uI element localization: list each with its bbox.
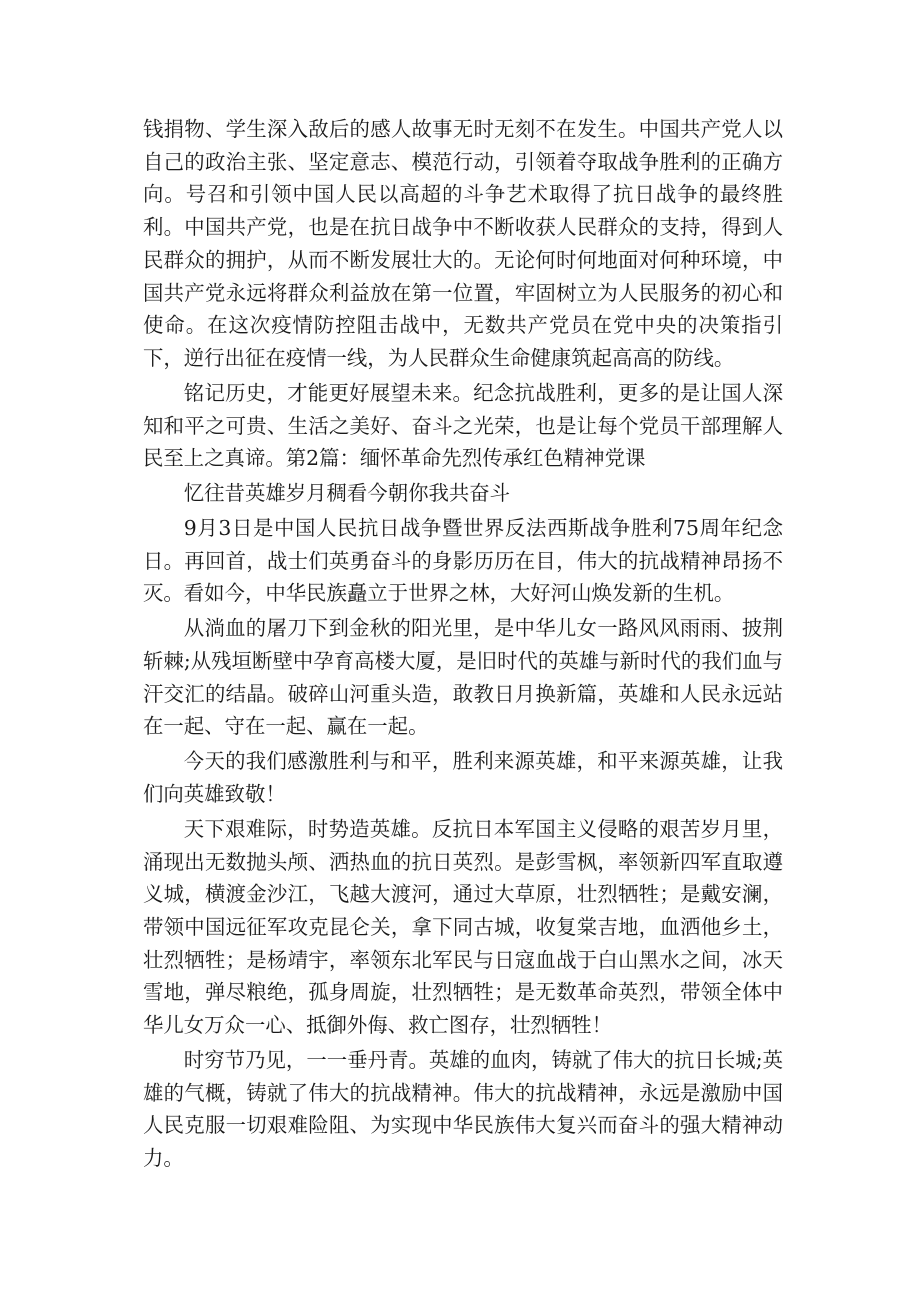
paragraph: 天下艰难际，时势造英雄。反抗日本军国主义侵略的艰苦岁月里，涌现出无数抛头颅、洒热血的抗日英烈。是彭雪枫，率领新四军直取遵义城，横渡金沙江，飞越大渡河，通过大草原，壮烈牺牲；是戴安澜，带领中国远征军攻克昆仑关，拿下同古城，收复棠吉地，血洒他乡土，壮烈牺牲；是杨靖宇，率领东北军民与日寇血战于白山黑水之间，冰天雪地，弹尽粮绝，孤身周旋，壮烈牺牲；是无数革命英烈，带领全体中华儿女万众一心、抵御外侮、救亡图存，壮烈牺牲！ xyxy=(143,816,783,1038)
paragraph-subtitle: 忆往昔英雄岁月稠看今朝你我共奋斗 xyxy=(183,481,511,506)
paragraph: 从淌血的屠刀下到金秋的阳光里，是中华儿女一路风风雨雨、披荆斩棘;从残垣断壁中孕育高楼大厦，是旧时代的英雄与新时代的我们血与汗交汇的结晶。破碎山河重头造，敢教日月换新篇，英雄和人民永远站在一起、守在一起、赢在一起。 xyxy=(143,616,783,739)
paragraph: 9月3日是中国人民抗日战争暨世界反法西斯战争胜利75周年纪念日。再回首，战士们英勇奋斗的身影历历在目，伟大的抗战精神昂扬不灭。看如今，中华民族矗立于世界之林，大好河山焕发新的生机。 xyxy=(143,516,783,606)
paragraph: 钱捐物、学生深入敌后的感人故事无时无刻不在发生。中国共产党人以自己的政治主张、坚定意志、模范行动，引领着夺取战争胜利的正确方向。号召和引领中国人民以高超的斗争艺术取得了抗日战争的最终胜利。中国共产党，也是在抗日战争中不断收获人民群众的支持，得到人民群众的拥护，从而不断发展壮大的。无论何时何地面对何种环境，中国共产党永远将群众利益放在第一位置，牢固树立为人民服务的初心和使命。在这次疫情防控阻击战中，无数共产党员在党中央的决策指引下，逆行出征在疫情一线，为人民群众生命健康筑起高高的防线。 xyxy=(143,117,783,370)
paragraph: 铭记历史，才能更好展望未来。纪念抗战胜利，更多的是让国人深知和平之可贵、生活之美好、奋斗之光荣，也是让每个党员干部理解人民至上之真谛。第2篇：缅怀革命先烈传承红色精神党课 xyxy=(143,380,783,471)
paragraph: 今天的我们感激胜利与和平，胜利来源英雄，和平来源英雄，让我们向英雄致敬！ xyxy=(143,749,783,806)
paragraph: 时穷节乃见，一一垂丹青。英雄的血肉，铸就了伟大的抗日长城;英雄的气概，铸就了伟大的抗战精神。伟大的抗战精神，永远是激励中国人民克服一切艰难险阻、为实现中华民族伟大复兴而奋斗的强大精神动力。 xyxy=(143,1048,783,1171)
document-body xyxy=(143,113,783,1177)
